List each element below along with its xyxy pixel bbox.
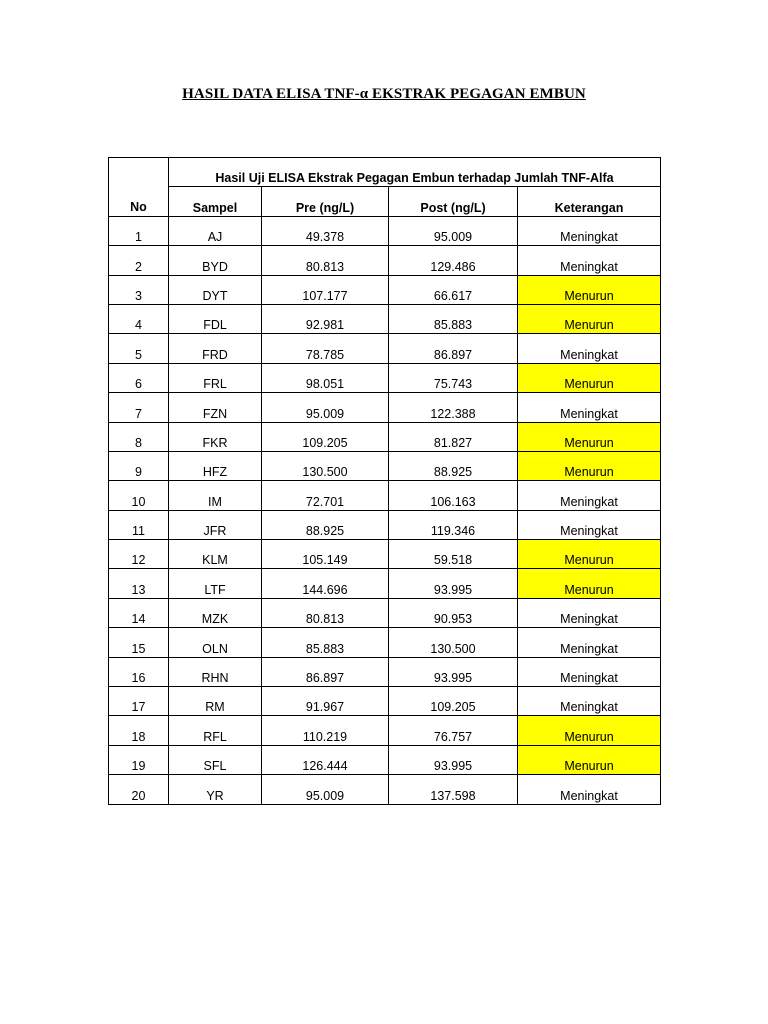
cell-post: 95.009 (389, 216, 518, 245)
cell-sampel: RM (169, 687, 262, 716)
cell-no: 13 (109, 569, 169, 598)
table-row (109, 393, 661, 422)
cell-post: 129.486 (389, 246, 518, 275)
cell-pre: 107.177 (262, 275, 389, 304)
cell-no: 7 (109, 393, 169, 422)
cell-pre: 72.701 (262, 481, 389, 510)
table-row (109, 687, 661, 716)
cell-sampel: MZK (169, 598, 262, 627)
table-row (109, 745, 661, 774)
cell-no: 17 (109, 687, 169, 716)
cell-keterangan: Meningkat (518, 246, 661, 275)
cell-no: 12 (109, 540, 169, 569)
cell-no: 6 (109, 363, 169, 392)
cell-sampel: FKR (169, 422, 262, 451)
cell-pre: 130.500 (262, 451, 389, 480)
cell-sampel: FRL (169, 363, 262, 392)
cell-keterangan: Menurun (518, 451, 661, 480)
cell-pre: 86.897 (262, 657, 389, 686)
cell-keterangan: Menurun (518, 275, 661, 304)
cell-pre: 49.378 (262, 216, 389, 245)
header-pre: Pre (ng/L) (262, 187, 389, 216)
cell-post: 59.518 (389, 540, 518, 569)
table-row (109, 598, 661, 627)
cell-keterangan: Meningkat (518, 510, 661, 539)
cell-sampel: HFZ (169, 451, 262, 480)
table-row (109, 775, 661, 804)
cell-keterangan: Menurun (518, 422, 661, 451)
cell-no: 20 (109, 775, 169, 804)
elisa-results-table (108, 157, 661, 805)
cell-sampel: AJ (169, 216, 262, 245)
cell-no: 18 (109, 716, 169, 745)
cell-keterangan: Meningkat (518, 657, 661, 686)
cell-post: 86.897 (389, 334, 518, 363)
cell-no: 10 (109, 481, 169, 510)
cell-keterangan: Meningkat (518, 393, 661, 422)
cell-pre: 98.051 (262, 363, 389, 392)
cell-sampel: DYT (169, 275, 262, 304)
cell-post: 93.995 (389, 745, 518, 774)
table-row (109, 422, 661, 451)
cell-no: 5 (109, 334, 169, 363)
table-row (109, 510, 661, 539)
table-row (109, 216, 661, 245)
cell-pre: 144.696 (262, 569, 389, 598)
column-header-row (109, 187, 661, 216)
cell-pre: 85.883 (262, 628, 389, 657)
cell-pre: 95.009 (262, 775, 389, 804)
cell-sampel: FDL (169, 304, 262, 333)
cell-no: 8 (109, 422, 169, 451)
cell-sampel: BYD (169, 246, 262, 275)
cell-pre: 92.981 (262, 304, 389, 333)
header-group-title: Hasil Uji ELISA Ekstrak Pegagan Embun terhadap Jumlah TNF-Alfa (169, 158, 661, 187)
cell-no: 2 (109, 246, 169, 275)
table-row (109, 275, 661, 304)
cell-no: 1 (109, 216, 169, 245)
cell-post: 106.163 (389, 481, 518, 510)
cell-pre: 80.813 (262, 598, 389, 627)
cell-post: 93.995 (389, 569, 518, 598)
cell-post: 119.346 (389, 510, 518, 539)
cell-keterangan: Menurun (518, 363, 661, 392)
cell-keterangan: Menurun (518, 745, 661, 774)
cell-post: 76.757 (389, 716, 518, 745)
cell-keterangan: Meningkat (518, 628, 661, 657)
cell-post: 93.995 (389, 657, 518, 686)
cell-pre: 110.219 (262, 716, 389, 745)
header-keterangan: Keterangan (518, 187, 661, 216)
table-row (109, 481, 661, 510)
cell-keterangan: Menurun (518, 540, 661, 569)
cell-keterangan: Meningkat (518, 216, 661, 245)
cell-keterangan: Menurun (518, 304, 661, 333)
table-row (109, 363, 661, 392)
cell-sampel: OLN (169, 628, 262, 657)
cell-post: 81.827 (389, 422, 518, 451)
cell-sampel: FZN (169, 393, 262, 422)
cell-post: 122.388 (389, 393, 518, 422)
group-header-row (109, 158, 661, 187)
cell-keterangan: Meningkat (518, 598, 661, 627)
cell-post: 75.743 (389, 363, 518, 392)
cell-no: 3 (109, 275, 169, 304)
cell-sampel: YR (169, 775, 262, 804)
cell-post: 109.205 (389, 687, 518, 716)
cell-pre: 88.925 (262, 510, 389, 539)
header-sampel: Sampel (169, 187, 262, 216)
table-row (109, 246, 661, 275)
cell-pre: 105.149 (262, 540, 389, 569)
header-no: No (109, 158, 169, 217)
cell-pre: 109.205 (262, 422, 389, 451)
table-row (109, 569, 661, 598)
cell-pre: 95.009 (262, 393, 389, 422)
cell-pre: 126.444 (262, 745, 389, 774)
cell-no: 14 (109, 598, 169, 627)
cell-sampel: RHN (169, 657, 262, 686)
cell-keterangan: Menurun (518, 569, 661, 598)
cell-no: 4 (109, 304, 169, 333)
cell-sampel: RFL (169, 716, 262, 745)
cell-sampel: IM (169, 481, 262, 510)
cell-no: 16 (109, 657, 169, 686)
cell-pre: 80.813 (262, 246, 389, 275)
document-title: HASIL DATA ELISA TNF-α EKSTRAK PEGAGAN EMBUN (182, 86, 586, 102)
cell-pre: 78.785 (262, 334, 389, 363)
cell-sampel: FRD (169, 334, 262, 363)
cell-no: 9 (109, 451, 169, 480)
cell-sampel: JFR (169, 510, 262, 539)
cell-keterangan: Meningkat (518, 481, 661, 510)
table-row (109, 540, 661, 569)
cell-sampel: SFL (169, 745, 262, 774)
cell-post: 88.925 (389, 451, 518, 480)
cell-keterangan: Meningkat (518, 334, 661, 363)
cell-sampel: LTF (169, 569, 262, 598)
header-post: Post (ng/L) (389, 187, 518, 216)
cell-keterangan: Meningkat (518, 775, 661, 804)
cell-no: 15 (109, 628, 169, 657)
cell-post: 90.953 (389, 598, 518, 627)
cell-sampel: KLM (169, 540, 262, 569)
table-row (109, 451, 661, 480)
cell-post: 130.500 (389, 628, 518, 657)
table-row (109, 657, 661, 686)
cell-post: 85.883 (389, 304, 518, 333)
cell-no: 19 (109, 745, 169, 774)
cell-keterangan: Meningkat (518, 687, 661, 716)
cell-post: 137.598 (389, 775, 518, 804)
cell-keterangan: Menurun (518, 716, 661, 745)
table-row (109, 628, 661, 657)
cell-post: 66.617 (389, 275, 518, 304)
cell-pre: 91.967 (262, 687, 389, 716)
cell-no: 11 (109, 510, 169, 539)
table-row (109, 716, 661, 745)
table-row (109, 304, 661, 333)
table-row (109, 334, 661, 363)
